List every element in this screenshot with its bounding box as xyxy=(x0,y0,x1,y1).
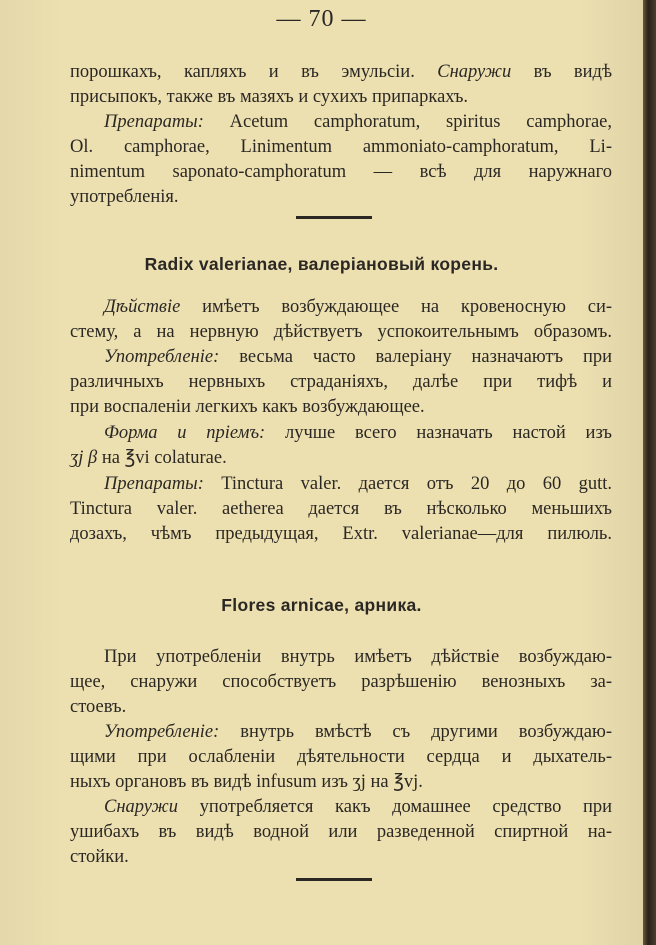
text-line: дозахъ, чѣмъ предыдущая, Extr. valerianae—для пилюль. xyxy=(70,524,612,544)
emphasis-term: Дѣйствіе xyxy=(104,297,181,317)
text-line: Употребленіе: внутрь вмѣстѣ съ другими возбуждаю- xyxy=(104,722,612,742)
text-line: употребленія. xyxy=(70,187,179,207)
text-line: Дѣйствіе имѣетъ возбуждающее на кровеносную си- xyxy=(104,297,612,317)
text-line: Ol. camphorae, Linimentum ammoniato-camphoratum, Li- xyxy=(70,137,612,157)
section-divider xyxy=(296,216,372,219)
text-line: При употребленіи внутрь имѣетъ дѣйствіе возбуждаю- xyxy=(104,647,612,667)
emphasis-term: Препараты: xyxy=(104,112,204,132)
emphasis-term: Употребленіе: xyxy=(104,347,220,367)
text-line: порошкахъ, капляхъ и въ эмульсiи. Снаружи въ видѣ xyxy=(70,62,613,82)
text-line: присыпокъ, также въ мазяхъ и сухихъ припаркахъ. xyxy=(70,87,469,107)
emphasis-term: Снаружи xyxy=(437,62,512,82)
section-heading: Radix valerianae, валеріановый корень. xyxy=(144,254,499,274)
text-line: стойки. xyxy=(70,847,129,867)
page-number: — 70 — xyxy=(276,6,367,32)
text-line: Tinctura valer. aetherea дается въ нѣсколько меньшихъ xyxy=(70,499,612,519)
book-spine-shadow xyxy=(643,0,656,945)
text-line: Препараты: Tinctura valer. дается отъ 20 до 60 gutt. xyxy=(104,474,613,494)
text-line: Форма и пріемъ: лучше всего назначать настой изъ xyxy=(104,423,612,443)
apothecary-symbol: ℥vi xyxy=(124,448,150,468)
text-line: ушибахъ въ видѣ водной или разведенной спиртной на- xyxy=(70,822,612,842)
text-line: различныхъ нервныхъ страданіяхъ, далѣе при тифѣ и xyxy=(70,372,612,392)
emphasis-term: Употребленіе: xyxy=(104,722,220,742)
emphasis-term: Форма и пріемъ: xyxy=(104,423,266,443)
text-line: стему, а на нервную дѣйствуетъ успокоительнымъ образомъ. xyxy=(70,322,612,342)
section-heading: Flores arnicae, арника. xyxy=(221,595,422,615)
text-line: щее, снаружи способствуетъ разрѣшенію венозныхъ за- xyxy=(70,672,612,692)
text-line: щими при ослабленіи дѣятельности сердца и дыхатель- xyxy=(70,747,612,767)
emphasis-term: Снаружи xyxy=(104,797,178,817)
section-divider xyxy=(296,878,372,881)
text-line: при воспаленіи легкихъ какъ возбуждающее. xyxy=(70,397,425,417)
apothecary-symbol: ʒj β xyxy=(70,448,98,468)
text-line: Снаружи употребляется какъ домашнее средство при xyxy=(104,797,612,817)
text-line: Употребленіе: весьма часто валеріану назначаютъ при xyxy=(104,347,613,367)
text-line: стоевъ. xyxy=(70,697,127,717)
text-line: ныхъ органовъ въ видѣ infusum изъ ʒj на ℥vj. xyxy=(70,772,423,792)
text-line: ʒj β на ℥vi colaturae. xyxy=(70,448,227,468)
text-line: nimentum saponato-camphoratum — всѣ для наружнаго xyxy=(70,162,612,182)
emphasis-term: Препараты: xyxy=(104,474,204,494)
text-line: Препараты: Acetum camphoratum, spiritus camphorae, xyxy=(104,112,613,132)
